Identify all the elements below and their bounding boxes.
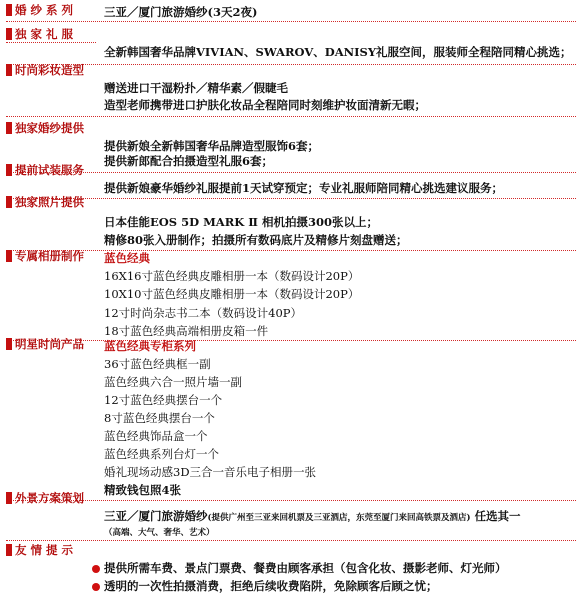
outdoor-main: 三亚／厦门旅游婚纱 (104, 509, 208, 523)
makeup-line: 赠送进口干湿粉扑／精华素／假睫毛 (104, 81, 288, 95)
divider (6, 42, 96, 43)
product-line: 蓝色经典系列台灯一个 (104, 447, 219, 461)
section-label: 独家婚纱提供 (15, 121, 84, 135)
tip-text: 提供所需车费、景点门票费、餐费由顾客承担（包含化妆、摄影老师、灯光师） (104, 561, 507, 575)
product-line: 蓝色经典六合一照片墙一副 (104, 375, 242, 389)
section-header-wedding-series (6, 2, 96, 18)
product-line: 8寸蓝色经典摆台一个 (104, 411, 215, 425)
section-label: 明星时尚产品 (15, 337, 84, 351)
album-line: 12寸时尚杂志书二本（数码设计40P） (104, 306, 303, 320)
product-line: 36寸蓝色经典框一副 (104, 357, 211, 371)
wedding-series-value: 三亚／厦门旅游婚纱(3天2夜) (104, 5, 258, 19)
section-label: 友 情 提 示 (15, 543, 74, 557)
product-line: 蓝色经典饰品盒一个 (104, 429, 208, 443)
product-line: 12寸蓝色经典摆台一个 (104, 393, 223, 407)
header-marker-icon (6, 64, 12, 76)
section-label: 专属相册制作 (15, 249, 84, 263)
exclusive-wedding-line: 提供新娘全新韩国奢华品牌造型服饰6套； (104, 139, 319, 153)
section-header-outdoor (6, 490, 96, 506)
tip-item (92, 560, 507, 576)
header-marker-icon (6, 122, 12, 134)
section-label: 外景方案策划 (15, 491, 84, 505)
section-label: 婚 纱 系 列 (15, 3, 74, 17)
exclusive-dress-line: 全新韩国奢华品牌VIVIAN、SWAROV、DANISY礼服空间，服装师全程陪同精心挑选； (104, 45, 572, 59)
album-series: 蓝色经典 (104, 251, 150, 265)
tip-item (92, 578, 438, 594)
section-header-tips (6, 542, 96, 558)
tip-text: 透明的一次性拍摄消费，拒绝后续收费陷阱，免除顾客后顾之忧； (104, 579, 438, 593)
product-line: 精致钱包照4张 (104, 483, 182, 497)
section-label: 时尚彩妆造型 (15, 63, 84, 77)
bullet-icon (92, 565, 100, 573)
divider (6, 540, 576, 541)
exclusive-wedding-line: 提供新郎配合拍摄造型礼服6套； (104, 154, 273, 168)
header-marker-icon (6, 544, 12, 556)
album-line: 16X16寸蓝色经典皮雕相册一本（数码设计20P） (104, 269, 360, 283)
header-marker-icon (6, 28, 12, 40)
section-header-makeup (6, 62, 96, 78)
section-header-album (6, 248, 96, 264)
header-marker-icon (6, 250, 12, 262)
fitting-line: 提供新娘豪华婚纱礼服提前1天试穿预定；专业礼服师陪同精心挑选建议服务； (104, 181, 503, 195)
outdoor-note: (提供广州至三亚来回机票及三亚酒店，东莞至厦门来回高铁票及酒店) (207, 513, 471, 523)
outdoor-line (104, 508, 521, 524)
makeup-line: 造型老师携带进口护肤化妆品全程陪同时刻维护妆面清新无暇； (104, 98, 426, 112)
album-line: 18寸蓝色经典高端相册皮箱一件 (104, 324, 269, 338)
product-line: 婚礼现场动感3D三合一音乐电子相册一张 (104, 465, 317, 479)
album-line: 10X10寸蓝色经典皮雕相册一本（数码设计20P） (104, 287, 360, 301)
header-marker-icon (6, 4, 12, 16)
divider (6, 21, 576, 22)
section-header-exclusive-wedding (6, 120, 96, 136)
bullet-icon (92, 583, 100, 591)
section-header-fitting (6, 162, 96, 178)
section-header-exclusive-dress (6, 26, 96, 42)
products-series: 蓝色经典专柜系列 (104, 339, 196, 353)
header-marker-icon (6, 164, 12, 176)
header-marker-icon (6, 492, 12, 504)
header-marker-icon (6, 338, 12, 350)
section-label: 提前试装服务 (15, 163, 84, 177)
section-header-photos (6, 194, 96, 210)
outdoor-styles: （高端、大气、奢华、艺术） (104, 528, 215, 538)
photos-line: 日本佳能EOS 5D MARK Ⅱ 相机拍摄300张以上； (104, 215, 378, 229)
header-marker-icon (6, 196, 12, 208)
section-label: 独家照片提供 (15, 195, 84, 209)
section-label: 独 家 礼 服 (15, 27, 74, 41)
section-header-products (6, 336, 96, 352)
photos-line: 精修80张入册制作；拍摄所有数码底片及精修片刻盘赠送； (104, 233, 408, 247)
divider (6, 116, 576, 117)
outdoor-end: 任选其一 (474, 509, 521, 523)
